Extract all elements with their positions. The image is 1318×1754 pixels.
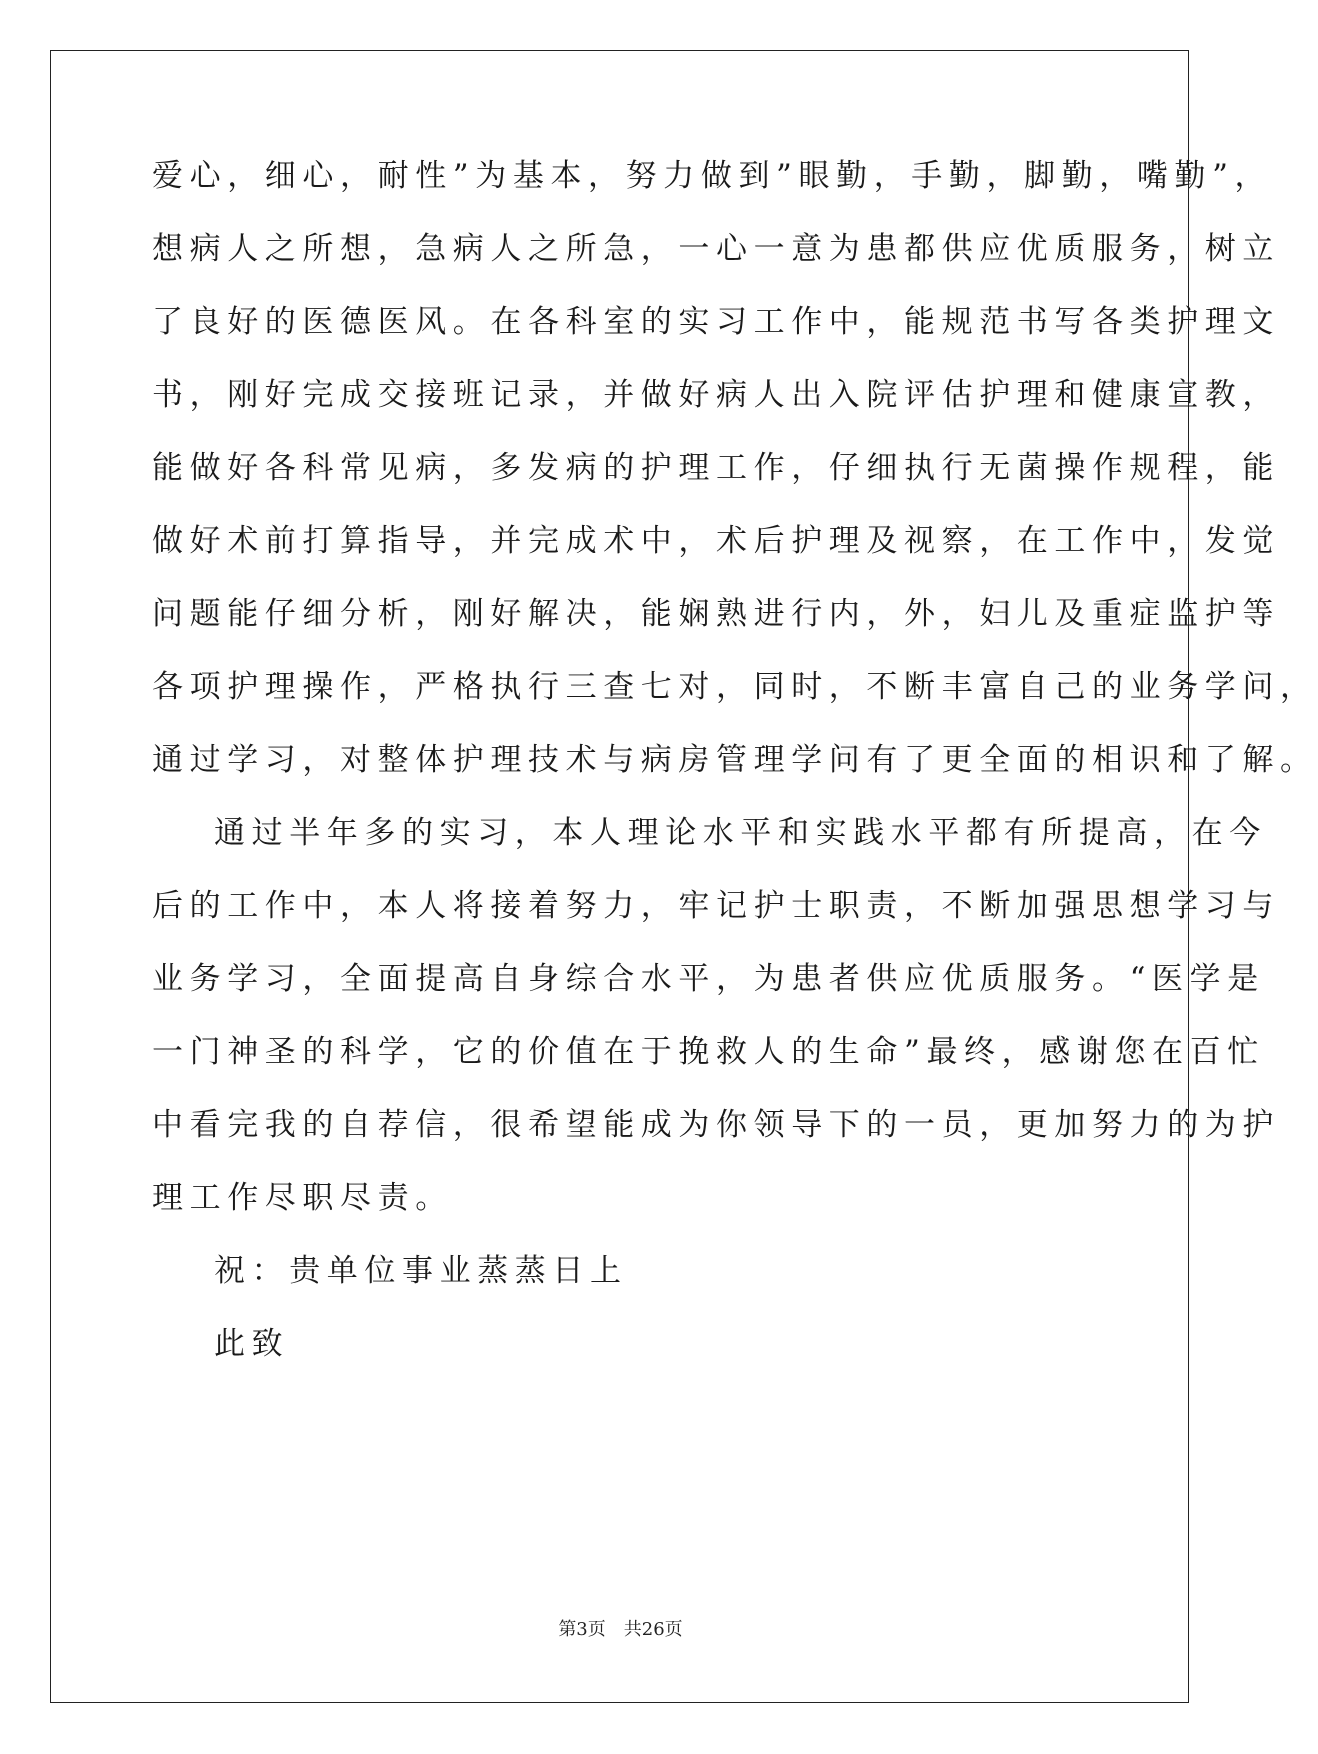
text-line: 爱心，细心，耐性”为基本，努力做到”眼勤，手勤，脚勤，嘴勤”， bbox=[152, 158, 1273, 194]
page-total: 共26页 bbox=[623, 1619, 683, 1640]
text-line: 做好术前打算指导，并完成术中，术后护理及视察，在工作中，发觉 bbox=[152, 523, 1280, 559]
text-line: 一门神圣的科学，它的价值在于挽救人的生命”最终，感谢您在百忙 bbox=[152, 1034, 1265, 1070]
text-line: 了良好的医德医风。在各科室的实习工作中，能规范书写各类护理文 bbox=[152, 304, 1280, 340]
page-number: 第3页 bbox=[558, 1619, 606, 1640]
text-line: 通过学习，对整体护理技术与病房管理学问有了更全面的相识和了解。 bbox=[152, 742, 1318, 778]
text-line: 想病人之所想，急病人之所急，一心一意为患都供应优质服务，树立 bbox=[152, 231, 1280, 267]
closing-salutation: 此致 bbox=[214, 1326, 290, 1362]
text-line: 能做好各科常见病，多发病的护理工作，仔细执行无菌操作规程，能 bbox=[152, 450, 1280, 486]
page-footer bbox=[0, 1618, 1241, 1642]
text-line: 各项护理操作，严格执行三查七对，同时，不断丰富自己的业务学问， bbox=[152, 669, 1318, 705]
text-line: 后的工作中，本人将接着努力，牢记护士职责，不断加强思想学习与 bbox=[152, 888, 1280, 924]
text-line: 中看完我的自荐信，很希望能成为你领导下的一员，更加努力的为护 bbox=[152, 1107, 1280, 1143]
text-line: 业务学习，全面提高自身综合水平，为患者供应优质服务。“医学是 bbox=[152, 961, 1265, 997]
text-line: 书，刚好完成交接班记录，并做好病人出入院评估护理和健康宣教， bbox=[152, 377, 1280, 413]
text-line: 问题能仔细分析，刚好解决，能娴熟进行内，外，妇儿及重症监护等 bbox=[152, 596, 1280, 632]
text-line: 理工作尽职尽责。 bbox=[152, 1180, 453, 1216]
closing-wish: 祝：贵单位事业蒸蒸日上 bbox=[214, 1253, 628, 1289]
paragraph-first-line: 通过半年多的实习，本人理论水平和实践水平都有所提高，在今 bbox=[214, 815, 1267, 851]
